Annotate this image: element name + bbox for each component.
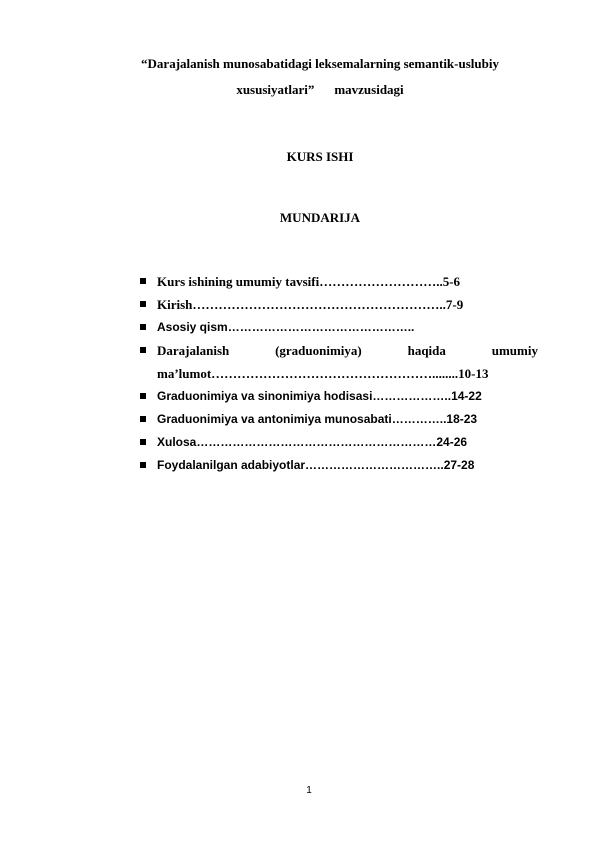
toc-item-label: ma’lumot: [157, 366, 212, 381]
toc-item-label: Kirish: [157, 297, 193, 312]
document-title-line-2: [22, 82, 596, 98]
title-line-2a-text: xususiyatlari”: [236, 82, 315, 97]
toc-item-pages: 14-22: [451, 389, 482, 403]
toc-item: [140, 454, 538, 477]
toc-item-pages: 24-26: [436, 435, 468, 449]
toc-item-pages: 27-28: [443, 458, 475, 472]
toc-item-label: Graduonimiya va sinonimiya hodisasi: [157, 389, 373, 403]
toc-item-justified-line: [157, 339, 538, 362]
toc-leader: ………………………..: [319, 274, 443, 289]
toc-word: umumiy: [491, 343, 538, 358]
toc-leader: ………………..: [372, 389, 452, 403]
toc-item-pages: 18-23: [446, 412, 478, 426]
toc-item-label: Kurs ishining umumiy tavsifi: [157, 274, 320, 289]
toc-item: [140, 339, 538, 385]
toc-item: [140, 316, 538, 339]
page-number: 1: [306, 785, 312, 796]
toc-item-label: Asosiy qism: [157, 320, 228, 334]
toc-leader: ……………………………..: [305, 458, 444, 472]
toc-item: [140, 408, 538, 431]
document-title-line-1: [22, 56, 596, 72]
toc-word: (graduonimiya): [275, 343, 362, 358]
toc-item-pages: 10-13: [458, 366, 489, 381]
toc-item-pages: 7-9: [445, 297, 464, 312]
title-line-1-text: “Darajalanish munosabatidagi leksemalarning semantik-uslubiy: [141, 56, 499, 71]
toc-leader: …………..: [391, 412, 447, 426]
title-line-2b-text: mavzusidagi: [334, 82, 404, 97]
toc-item: [140, 385, 538, 408]
toc-item-label: Xulosa: [157, 435, 197, 449]
toc-item: [140, 270, 538, 293]
toc-leader: ………………………………………..: [227, 320, 415, 334]
toc-leader: ……………………………………………........: [211, 366, 459, 381]
toc-leader: …………………………………………………..: [192, 297, 446, 312]
toc-item: [140, 431, 538, 454]
toc-item-label: Foydalanilgan adabiyotlar: [157, 458, 306, 472]
toc-word: haqida: [407, 343, 446, 358]
toc-item-pages: 5-6: [442, 274, 461, 289]
toc-item-label: Graduonimiya va antonimiya munosabati: [157, 412, 392, 426]
toc-item-continuation: [157, 362, 538, 385]
contents-heading: MUNDARIJA: [279, 210, 361, 225]
toc-item: [140, 293, 538, 316]
toc-leader: ……………………………………………………: [196, 435, 437, 449]
document-type-heading: KURS ISHI: [286, 149, 354, 164]
table-of-contents: [140, 270, 538, 477]
toc-word: Darajalanish: [157, 343, 230, 358]
